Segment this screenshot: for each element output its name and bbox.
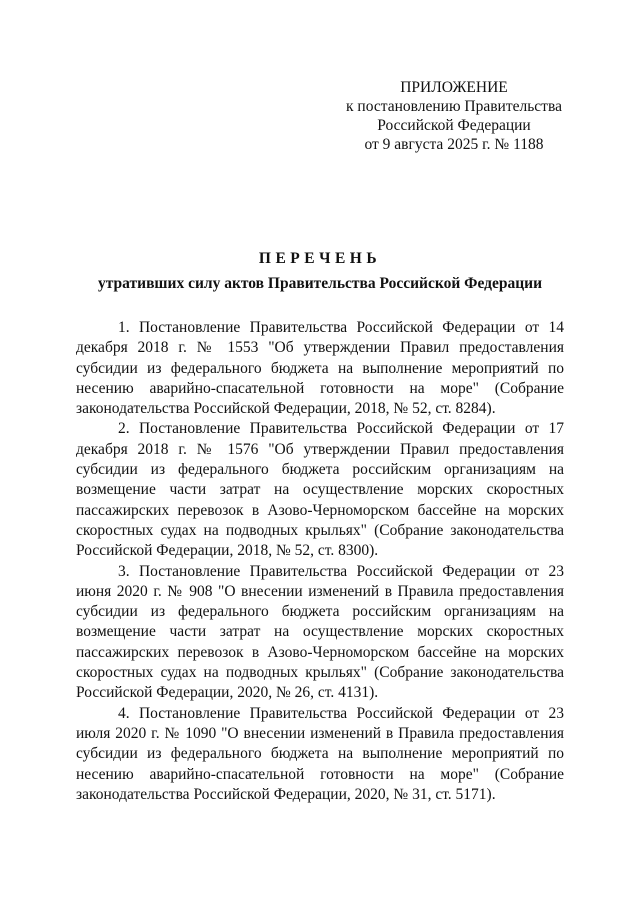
list-item: 3. Постановление Правительства Российской Федерации от 23 июня 2020 г. № 908 "О внесении изменений в Правила предоставления субсидии из федерального бюджета российским организациям на возмещение части затрат на осуществление морских скоростных пассажирских перевозок в Азово-Черноморском бассейне на морских скоростных судах на подводных крыльях" (Собрание законодательства Российской Федерации, 2020, № 26, ст. 4131). xyxy=(76,562,564,702)
appendix-header xyxy=(328,78,580,154)
appendix-date-number: от 9 августа 2025 г. № 1188 xyxy=(364,136,544,153)
document-body xyxy=(76,318,564,805)
list-item: 4. Постановление Правительства Российской Федерации от 23 июля 2020 г. № 1090 "О внесении изменений в Правила предоставления субсидии из федерального бюджета на выполнение мероприятий по несению аварийно-спасательной готовности на море" (Собрание законодательства Российской Федерации, 2020, № 31, ст. 5171). xyxy=(76,704,564,803)
appendix-resolution-ref: к постановлению Правительства xyxy=(346,98,562,115)
appendix-country: Российской Федерации xyxy=(377,117,531,134)
document-title: ПЕРЕЧЕНЬ xyxy=(258,250,382,267)
list-item: 1. Постановление Правительства Российской Федерации от 14 декабря 2018 г. № 1553 "Об утверждении Правил предоставления субсидии из федерального бюджета на выполнение мероприятий по несению аварийно-спасательной готовности на море" (Собрание законодательства Российской Федерации, 2018, № 52, ст. 8284). xyxy=(76,319,564,418)
document-subtitle: утративших силу актов Правительства Российской Федерации xyxy=(98,275,542,292)
list-item: 2. Постановление Правительства Российской Федерации от 17 декабря 2018 г. № 1576 "Об утверждении Правил предоставления субсидии из федерального бюджета российским организациям на возмещение части затрат на осуществление морских скоростных пассажирских перевозок в Азово-Черноморском бассейне на морских скоростных судах на подводных крыльях" (Собрание законодательства Российской Федерации, 2018, № 52, ст. 8300). xyxy=(76,420,564,560)
appendix-label: ПРИЛОЖЕНИЕ xyxy=(400,79,508,96)
